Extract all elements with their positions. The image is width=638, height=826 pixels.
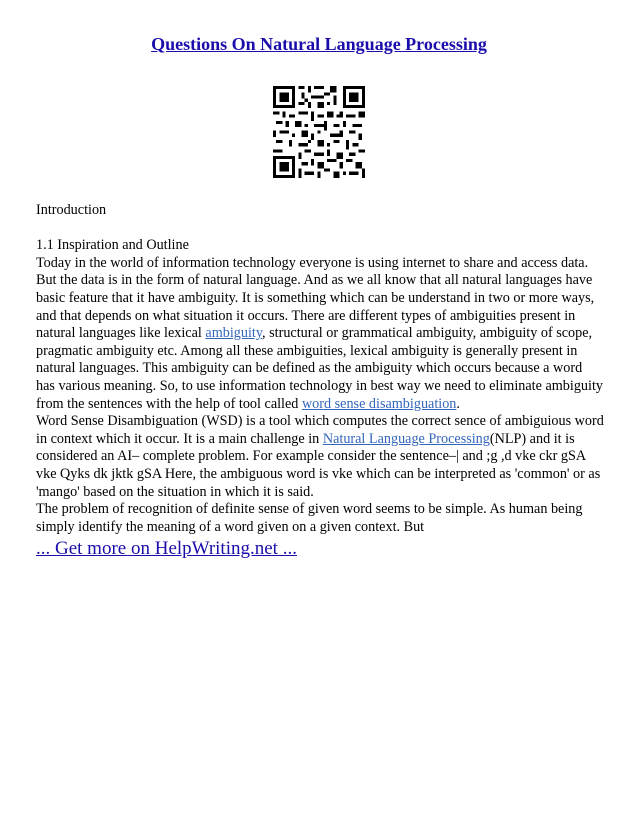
spacer	[36, 220, 604, 238]
qr-code-icon	[273, 86, 365, 178]
ambiguity-link[interactable]: ambiguity	[205, 325, 263, 342]
paragraph-1	[36, 255, 604, 413]
intro-heading: Introduction	[36, 202, 107, 218]
p1-text-3: .	[456, 395, 460, 412]
p2-text-2: (NLP) and it is considered an AI– complete problem. For example consider the sentence–| and ;g ,d vke ckr gSA vke Qyks dk jktk gSA Here, the ambiguous word is vke which can be interpreted as 'common' or as 'mango' based on the situation in which it is said.	[36, 430, 601, 500]
paragraph-3: The problem of recognition of definite sense of given word seems to be simple. As human being simply identify the meaning of a word given on a given context. But	[36, 501, 583, 535]
title-link[interactable]: Questions On Natural Language Processing	[151, 34, 487, 54]
p1-text-2: , structural or grammatical ambiguity, ambiguity of scope, pragmatic ambiguity etc. Among all these ambiguities, lexical ambiguity is generally present in natural languages. This ambiguity can be defined as the ambiguity which occurs because a word has various meaning. So, to use information technology in best way we need to eliminate ambiguity from the sentences with the help of tool called	[36, 325, 603, 412]
paragraph-2	[36, 413, 604, 501]
page-title[interactable]	[0, 34, 638, 55]
wsd-link[interactable]: word sense disambiguation	[301, 395, 457, 412]
p1-text-1: Today in the world of information technology everyone is using internet to share and access data. But the data is in the form of natural language. And as we all know that all natural languages have basic feature that it have ambiguity. It is something which can be understand in two or more ways, and that depends on what situation it occurs. There are different types of ambiguities present in natural languages like lexical	[36, 254, 595, 342]
subheading: 1.1 Inspiration and Outline	[36, 237, 189, 254]
get-more-link[interactable]: ... Get more on HelpWriting.net ...	[36, 538, 297, 559]
document-body	[36, 202, 604, 536]
nlp-link[interactable]: Natural Language Processing	[322, 430, 490, 447]
p2-text-1: Word Sense Disambiguation (WSD) is a tool which computes the correct sence of ambiguious word in context which it occur. It is a main challenge in	[36, 413, 604, 447]
